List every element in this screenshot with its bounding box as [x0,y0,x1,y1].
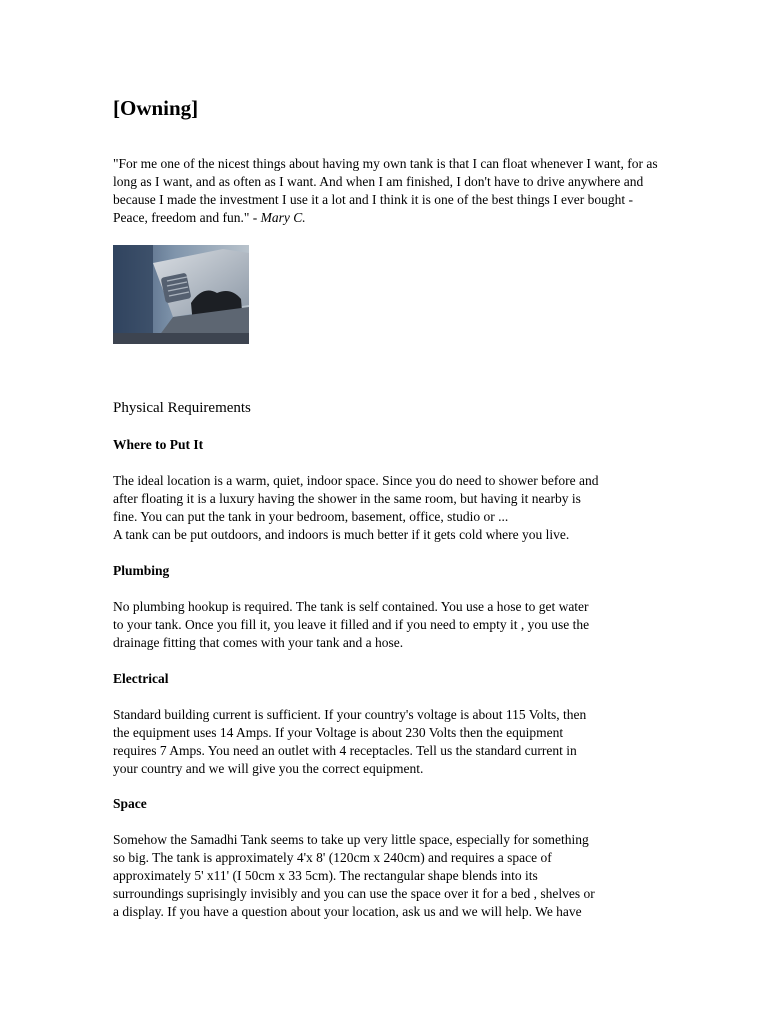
paragraph-line: drainage fitting that comes with your tank and a hose. [113,635,404,650]
paragraph-line: so big. The tank is approximately 4'x 8' (120cm x 240cm) and requires a space of [113,850,552,865]
quote-text: "For me one of the nicest things about having my own tank is that I can float whenever I want, for as long as I want, and as often as I want. And when I am finished, I don't have to drive anywhere and because I made the investment I use it a lot and I think it is one of the best things I ever bought - Peace, freedom and fun." - [113,156,658,225]
testimonial-quote [113,155,658,227]
paragraph-line: surroundings suprisingly invisibly and you can use the space over it for a bed , shelves or [113,886,595,901]
paragraph-plumbing [113,598,658,652]
paragraph-line: after floating it is a luxury having the shower in the same room, but having it nearby is [113,491,581,506]
tank-photo [113,245,249,344]
paragraph-line: to your tank. Once you fill it, you leave it filled and if you need to empty it , you use the [113,617,590,632]
quote-author: Mary C. [260,210,306,225]
heading-plumbing: Plumbing [113,563,170,578]
paragraph-line: Standard building current is sufficient. If your country's voltage is about 115 Volts, then [113,707,587,722]
heading-where-to-put-it: Where to Put It [113,437,204,452]
paragraph-line: No plumbing hookup is required. The tank is self contained. You use a hose to get water [113,599,589,614]
paragraph-line: fine. You can put the tank in your bedroom, basement, office, studio or ... [113,509,509,524]
paragraph-line: a display. If you have a question about your location, ask us and we will help. We have [113,904,582,919]
heading-space: Space [113,796,147,811]
section-title: Physical Requirements [113,400,251,416]
paragraph-electrical [113,706,658,778]
page-title: [Owning] [113,96,199,120]
paragraph-where-to-put-it [113,472,658,544]
paragraph-line: approximately 5' x11' (I 50cm x 33 5cm). The rectangular shape blends into its [113,868,538,883]
paragraph-line: The ideal location is a warm, quiet, indoor space. Since you do need to shower before and [113,473,599,488]
paragraph-line: your country and we will give you the correct equipment. [113,761,424,776]
paragraph-line: Somehow the Samadhi Tank seems to take up very little space, especially for something [113,832,589,847]
paragraph-space [113,831,658,921]
paragraph-line: A tank can be put outdoors, and indoors is much better if it gets cold where you live. [113,527,570,542]
paragraph-line: the equipment uses 14 Amps. If your Voltage is about 230 Volts then the equipment [113,725,564,740]
heading-electrical: Electrical [113,671,169,686]
paragraph-line: requires 7 Amps. You need an outlet with 4 receptacles. Tell us the standard current in [113,743,577,758]
